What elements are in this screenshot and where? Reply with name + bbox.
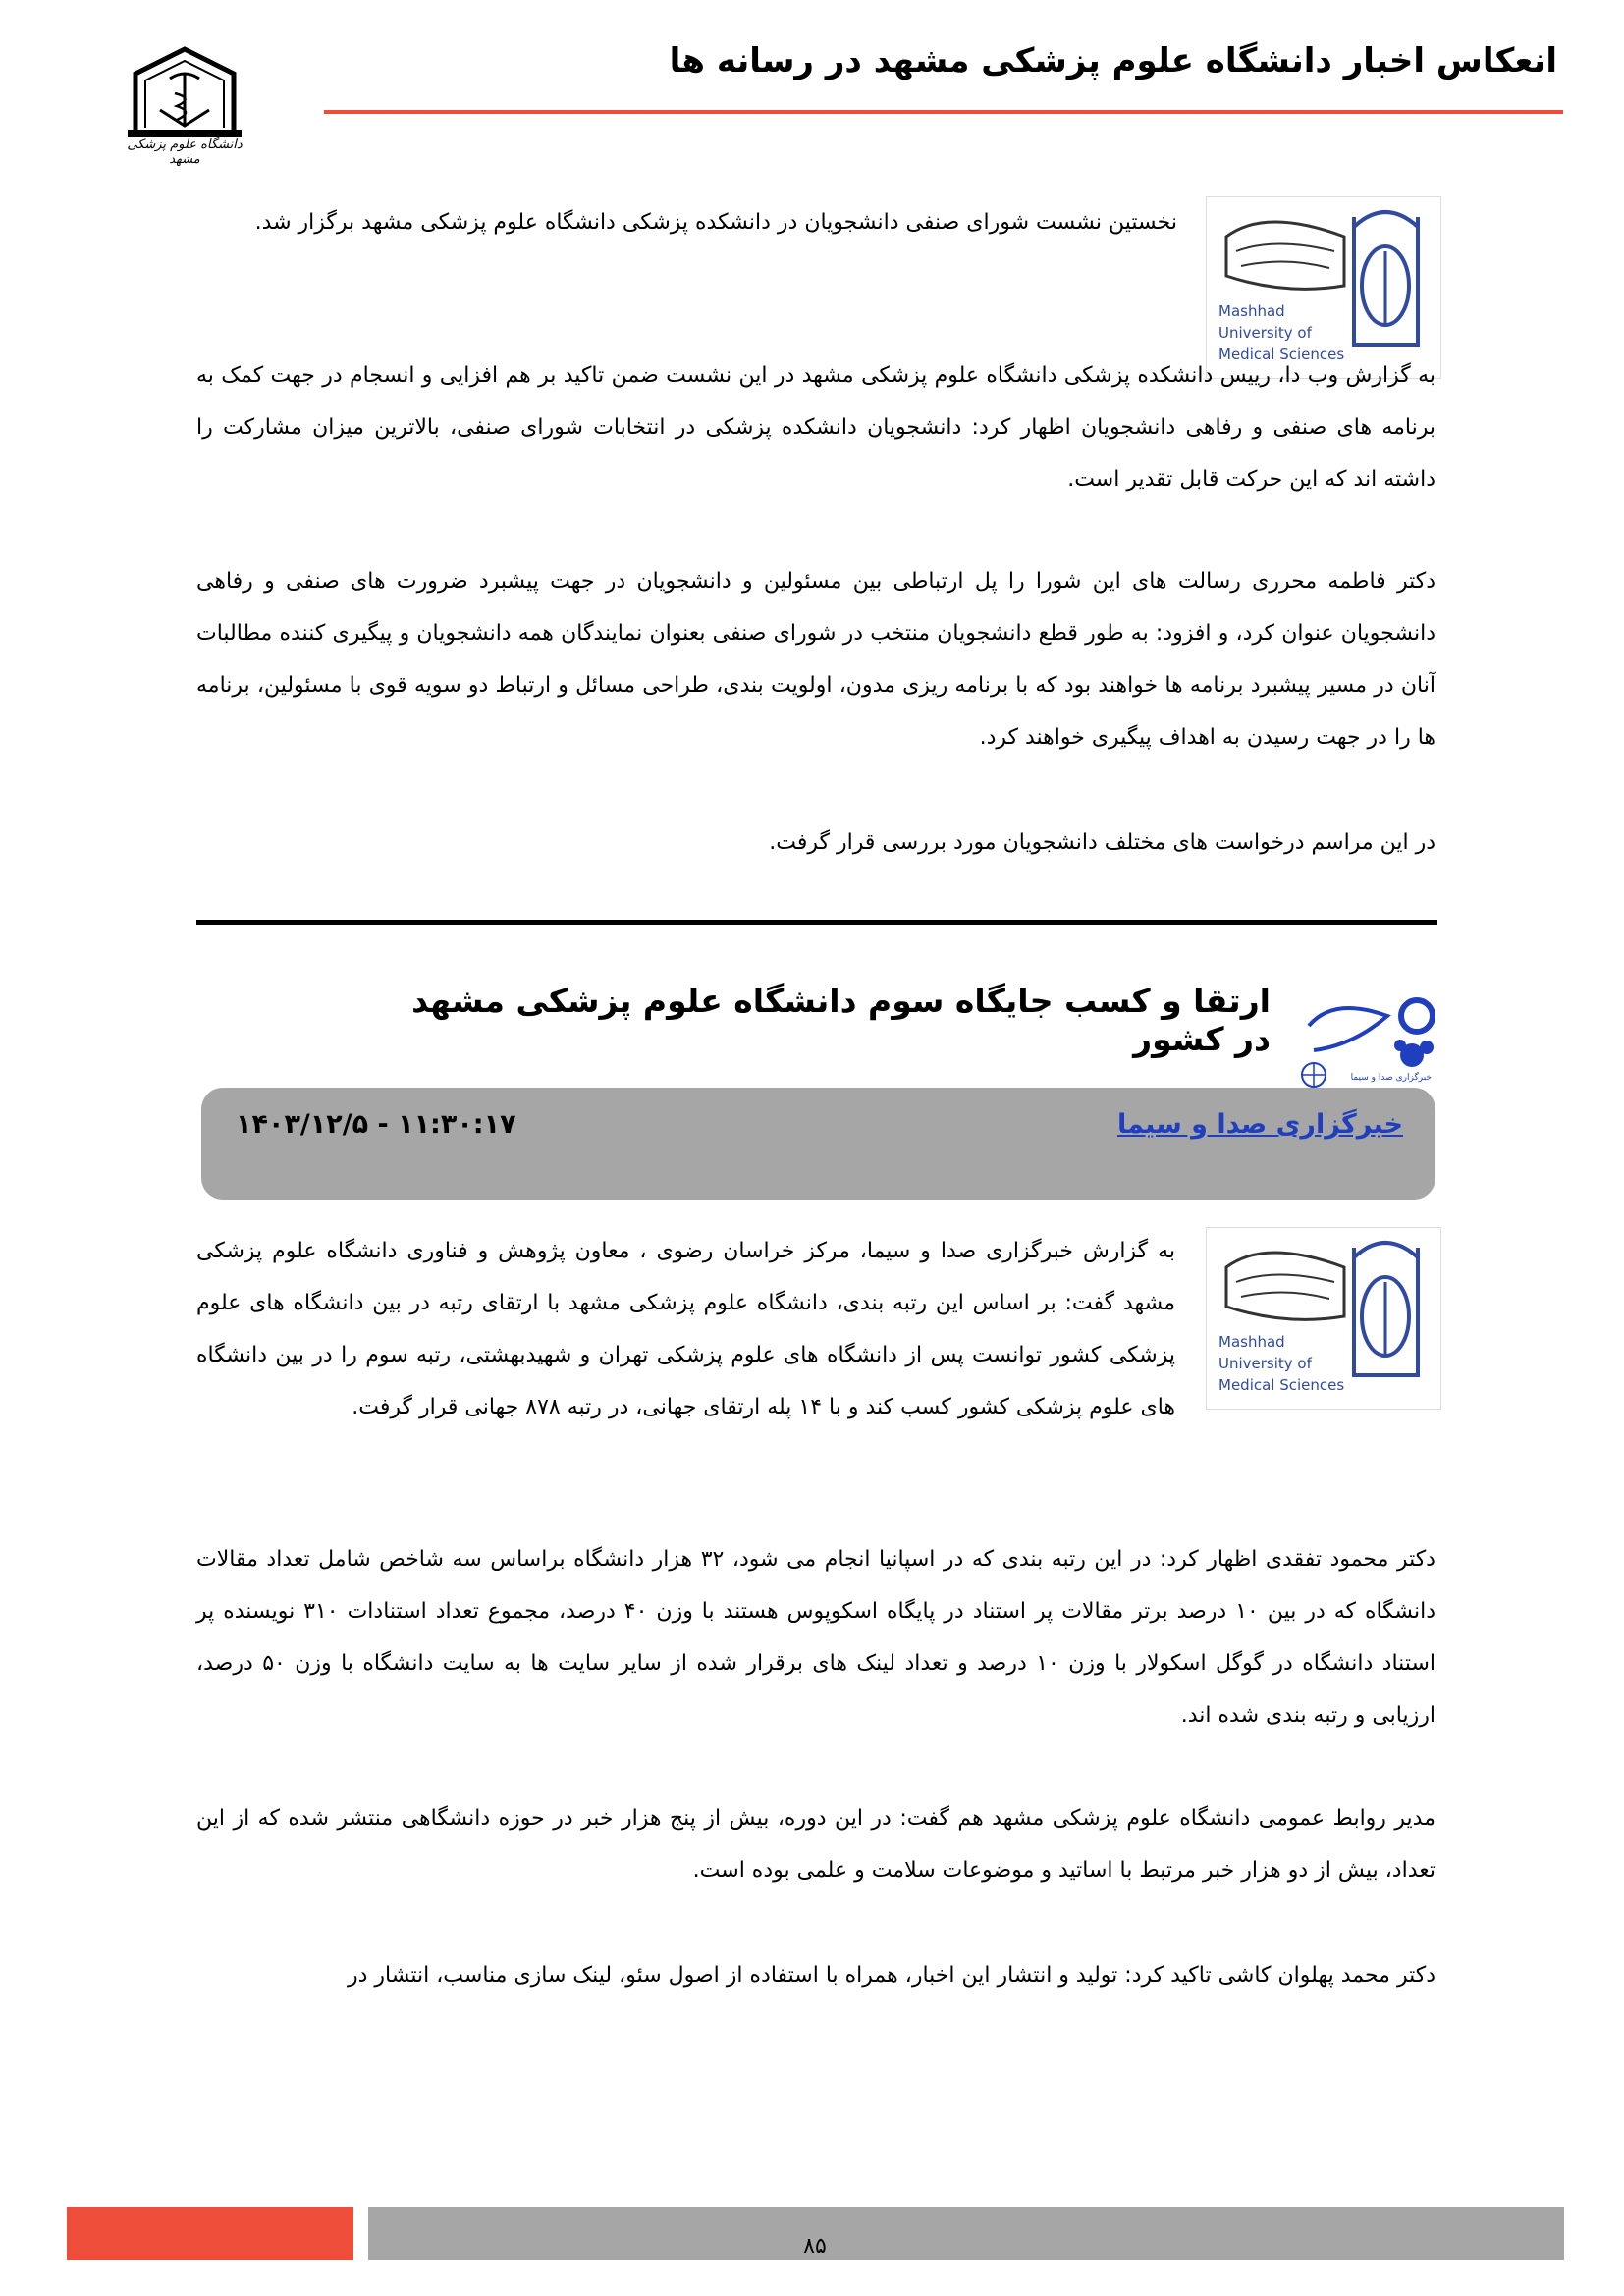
article1-paragraph: به گزارش وب دا، رییس دانشکده پزشکی دانشگاه علوم پزشکی مشهد در این نشست ضمن تاکید بر هم افزایی و انسجام در جهت کمک به برنامه های صنفی و رفاهی دانشجویان اظهار کرد: دانشجویان دانشکده پزشکی در انتخابات شورای صنفی، بالاترین میزان مشارکت را داشته اند که این حرکت قابل تقدیر است. (196, 363, 1435, 492)
article2-paragraph: مدیر روابط عمومی دانشگاه علوم پزشکی مشهد هم گفت: در این دوره، بیش از پنج هزار خبر در حوزه دانشگاهی منتشر شده که از این تعداد، بیش از دو هزار خبر مرتبط با اساتید و موضوعات سلامت و علمی بوده است. (196, 1806, 1435, 1883)
logo-caption: دانشگاه علوم پزشکی مشهد (127, 137, 243, 167)
article2-paragraph: دکتر محمد پهلوان کاشی تاکید کرد: تولید و انتشار این اخبار، همراه با استفاده از اصول سئو، لینک سازی مناسب، انتشار در (347, 1963, 1435, 1988)
article1-paragraph: در این مراسم درخواست های مختلف دانشجویان مورد بررسی قرار گرفت. (769, 830, 1435, 855)
footer-bar (368, 2207, 1564, 2260)
article-divider (196, 920, 1437, 925)
source-logo (1294, 977, 1441, 1095)
source-link[interactable]: خبرگزاری صدا و سیما (1116, 1109, 1403, 1140)
source-logo-caption: خبرگزاری صدا و سیما (1350, 1073, 1432, 1083)
article1-paragraph: دکتر فاطمه محرری رسالت های این شورا را پل ارتباطی بین مسئولین و دانشجویان در جهت پیشبرد ضرورت های صنفی و رفاهی دانشجویان عنوان کرد، و افزود: به طور قطع دانشجویان منتخب در شورای صنفی بعنوان نمایندگان همه دانشجویان و پیگیری کننده مطالبات آنان در مسیر پیشبرد برنامه ها خواهند بود که با برنامه ریزی مدون، اولویت بندی، طراحی مسائل و ارتباط دو سویه قوی با مسئولین، برنامه ها را در جهت رسیدن به اهداف پیگیری خواهند کرد. (196, 569, 1435, 750)
header-rule (324, 110, 1563, 114)
article2-paragraph: دکتر محمود تفقدی اظهار کرد: در این رتبه بندی که در اسپانیا انجام می شود، ۳۲ هزار دانشگاه براساس سه شاخص شامل تعداد مقالات دانشگاه که در بین ۱۰ درصد برتر مقالات پر استناد در پایگاه اسکوپوس هستند با وزن ۴۰ درصد، مجموع تعداد استنادات ۳۱۰ نویسنده پر استناد دانشگاه در گوگل اسکولار با وزن ۱۰ درصد و تعداد لینک های برقرار شده از سایر سایت ها به سایت دانشگاه با وزن ۵۰ درصد، ارزیابی و رتبه بندی شده اند. (196, 1547, 1436, 1728)
source-bar (201, 1088, 1435, 1200)
university-logo (116, 39, 253, 167)
header-title: انعکاس اخبار دانشگاه علوم پزشکی مشهد در رسانه ها (669, 41, 1557, 80)
thumbnail-caption: Mashhad University of Medical Sciences (1218, 1333, 1345, 1394)
footer-accent-bar (67, 2207, 353, 2260)
news-title: ارتقا و کسب جایگاه سوم دانشگاه علوم پزشکی مشهد در کشور (411, 982, 1271, 1058)
article1-lead: نخستین نشست شورای صنفی دانشجویان در دانشکده پزشکی دانشگاه علوم پزشکی مشهد برگزار شد. (254, 210, 1177, 235)
article2-lead-text: به گزارش خبرگزاری صدا و سیما، مرکز خراسان رضوی ، معاون پژوهش و فناوری دانشگاه علوم پزشکی مشهد گفت: بر اساس این رتبه بندی، دانشگاه علوم پزشکی مشهد با ارتقای رتبه در بین دانشگاه های علوم پزشکی کشور توانست پس از دانشگاه های علوم پزشکی تهران و شهیدبهشتی، رتبه سوم را در بین دانشگاه های علوم پزشکی کشور کسب کند و با ۱۴ پله ارتقای جهانی، در رتبه ۸۷۸ جهانی قرار گرفت. (196, 1239, 1175, 1419)
page-number: ۸۵ (803, 2234, 827, 2259)
publish-datetime: ۱۴۰۳/۱۲/۵ - ۱۱:۳۰:۱۷ (236, 1109, 516, 1140)
thumbnail-caption: Mashhad University of Medical Sciences (1218, 302, 1345, 363)
article2-lead (196, 1225, 1435, 1433)
